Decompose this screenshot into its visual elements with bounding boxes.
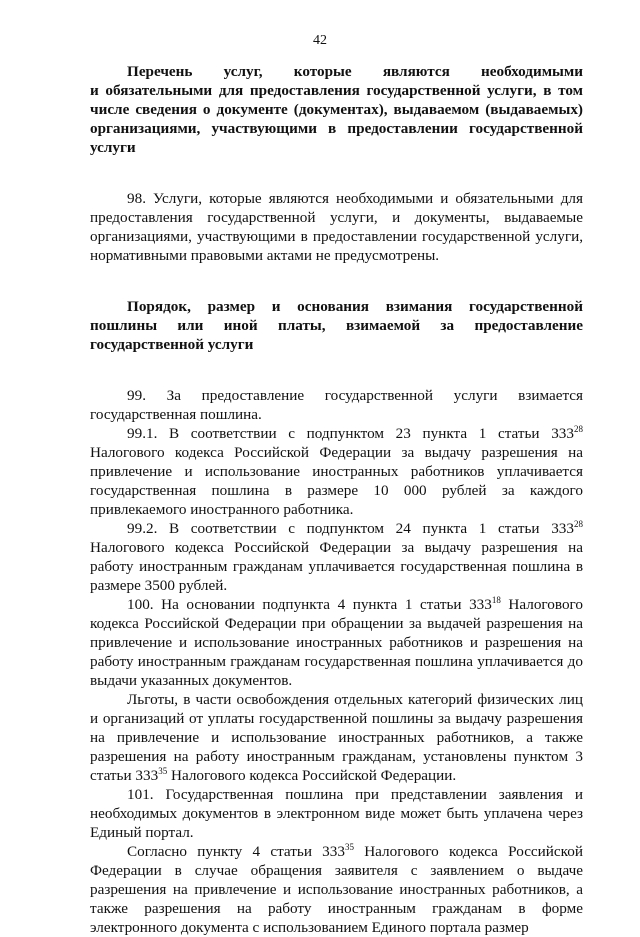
superscript: 35 <box>158 766 168 776</box>
paragraph-benefits <box>90 690 583 785</box>
text-part: Налогового кодекса Российской Федерации при обращении за выдачей разрешения на привлечение и использование иностранных работников и разрешения на работу иностранным гражданам государственная пошлина уплачивается до выдачи указанных документов. <box>90 596 583 689</box>
heading-line-1: Перечень услуг, которые являются необходимыми <box>127 63 583 80</box>
text-part: Налогового кодекса Российской Федерации в случае обращения заявителя с заявлением о выдаче разрешения на привлечение и использование иностранных работников, а также разрешения на работу иностранным гражданам в форме электронного документа с использованием Единого портала размер <box>90 843 584 936</box>
paragraph-99: 99. За предоставление государственной услуги взимается государственная пошлина. <box>90 387 583 423</box>
heading-rest: и обязательными для предоставления государственной услуги, в том числе сведения о документе (документах), выдаваемом (выдаваемых) организациями, участвующими в предоставлении государственной услуги <box>90 82 583 156</box>
superscript: 18 <box>491 595 501 605</box>
superscript: 28 <box>574 519 583 529</box>
paragraph-99-2 <box>90 519 583 595</box>
text-part: Льготы, в части освобождения отдельных категорий физических лиц и организаций от уплаты государственной пошлины за выдачу разрешения на привлечение и использование иностранных работников, а также разрешения на работу иностранным гражданам, установлены пунктом 3 статьи 333 <box>90 691 583 784</box>
paragraph-100 <box>90 595 583 690</box>
text-part: Налогового кодекса Российской Федерации. <box>167 767 457 784</box>
paragraph-98: 98. Услуги, которые являются необходимыми и обязательными для предоставления государственной услуги, и документы, выдаваемые организациями, участвующими в предоставлении государственной услуги, нормативными правовыми актами не предусмотрены. <box>90 190 583 264</box>
paragraph-99-1 <box>90 424 583 519</box>
heading-text: Порядок, размер и основания взимания государственной пошлины или иной платы, взимаемой за предоставление государственной услуги <box>90 298 583 353</box>
document-body <box>90 62 583 937</box>
text-part: Налогового кодекса Российской Федерации за выдачу разрешения на привлечение и использование иностранных работников уплачивается государственная пошлина в размере 10 000 рублей за каждого привлекаемого иностранного работника. <box>90 444 583 518</box>
superscript: 28 <box>574 424 583 434</box>
text-part: Налогового кодекса Российской Федерации за выдачу разрешения на работу иностранным гражданам уплачивается государственная пошлина в размере 3500 рублей. <box>90 539 583 594</box>
paragraph-according <box>90 842 583 937</box>
section-heading-related-services <box>90 62 583 157</box>
section-heading-state-fee <box>90 297 583 354</box>
paragraph-101: 101. Государственная пошлина при представлении заявления и необходимых документов в электронном виде может быть уплачена через Единый портал. <box>90 786 583 841</box>
text-part: 99.2. В соответствии с подпунктом 24 пункта 1 статьи 333 <box>127 520 574 537</box>
text-part: Согласно пункту 4 статьи 333 <box>127 843 345 860</box>
page-number: 42 <box>313 33 327 48</box>
text-part: 99.1. В соответствии с подпунктом 23 пункта 1 статьи 333 <box>127 425 574 442</box>
text-part: 100. На основании подпункта 4 пункта 1 статьи 333 <box>127 596 492 613</box>
superscript: 35 <box>344 842 354 852</box>
